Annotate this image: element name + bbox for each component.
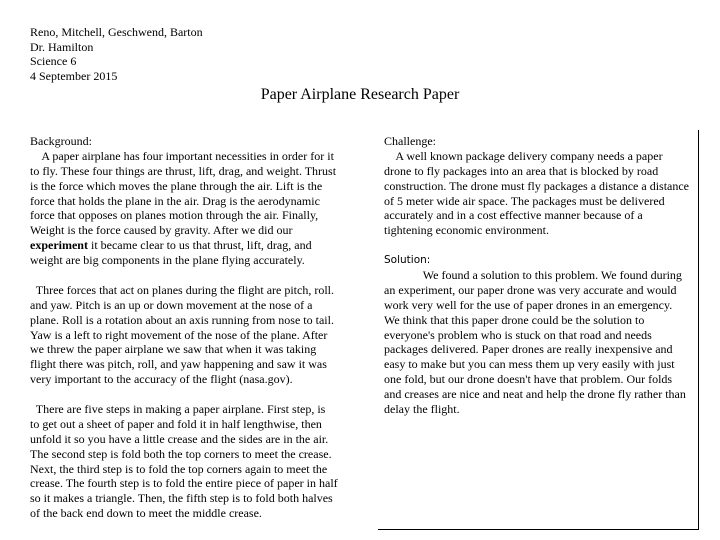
text-line: very important to the accuracy of the flight (nasa.gov). [30,372,293,387]
text-line: is the force which moves the plane through the air. Lift is the [30,178,323,193]
text-line: plane. Roll is a rotation about an axis running from nose to tail. [30,312,334,327]
text-line: flight there was pitch, roll, and yaw happening and saw it was [30,357,327,372]
text-line: we threw the paper airplane we saw that when it was taking [30,342,317,357]
text-line: and creases are nice and neat and help the drone fly rather than [384,387,686,402]
section-heading: Background: [30,134,92,148]
authors: Reno, Mitchell, Geschwend, Barton [30,25,203,39]
text-line: crease. The fourth step is to fold the entire piece of paper in half [30,476,338,491]
left-column [30,134,360,521]
text-line: to get out a sheet of paper and fold it in half lengthwise, then [30,416,322,431]
text-line: Yaw is a left to right movement of the nose of the plane. After [30,327,328,342]
text-line: everyone's problem who is stuck on that road and needs [384,327,652,342]
section-heading: Solution: [384,254,431,267]
right-column [384,134,704,417]
section-gap [30,268,360,283]
text-line: work very well for the use of paper drones in an emergency. [384,297,673,312]
text-line: Three forces that act on planes during the flight are pitch, roll. [30,282,335,297]
text-line: experiment it became clear to us that thrust, lift, drag, and [30,238,312,253]
text-line: We found a solution to this problem. We found during [384,268,682,283]
text-line: tightening economic environment. [384,223,549,238]
page-title: Paper Airplane Research Paper [260,86,460,103]
class-name: Science 6 [30,54,77,68]
text-line: so it makes a triangle. Then, the fifth step is to fold both halves [30,491,333,506]
text-line: one fold, but our drone doesn't have that problem. Our folds [384,372,673,387]
text-line: packages delivered. Paper drones are really inexpensive and [384,342,673,357]
text-line: drone to fly packages into an area that is blocked by road [384,163,659,178]
text-line: unfold it so you have a little crease and the sides are in the air. [30,431,329,446]
section-heading: Challenge: [384,134,436,148]
text-line: delay the flight. [384,402,460,417]
text-line: construction. The drone must fly packages a distance a distance [384,178,690,193]
text-line: A paper airplane has four important necessities in order for it [30,148,334,163]
teacher: Dr. Hamilton [30,39,94,54]
section-gap [384,238,704,253]
text-line: There are five steps in making a paper airplane. First step, is [30,402,326,417]
text-line: weight are big components in the plane flying accurately. [30,253,305,268]
document-header [30,25,203,83]
date: 4 September 2015 [30,68,118,83]
text-line: A well known package delivery company needs a paper [384,148,663,163]
text-line: We think that this paper drone could be the solution to [384,312,645,327]
text-line: force that holds the plane in the air. Drag is the aerodynamic [30,193,320,208]
text-line: accurately and in a cost effective manner because of a [384,208,643,223]
text-line: to fly. These four things are thrust, lift, drag, and weight. Thrust [30,163,337,178]
box-border-bottom [378,529,699,530]
text-line: The second step is fold both the top corners to meet the crease. [30,446,332,461]
text-line: and yaw. Pitch is an up or down movement at the nose of a [30,297,313,312]
text-line: Next, the third step is to fold the top corners again to meet the [30,461,328,476]
text-line: of the back end down to meet the middle crease. [30,506,262,521]
text-line: an experiment, our paper drone was very accurate and would [384,282,677,297]
text-line: force that opposes on planes motion through the air. Finally, [30,208,319,223]
section-gap [30,387,360,402]
text-line: Weight is the force caused by gravity. After we did our [30,223,293,238]
text-line: of 5 meter wide air space. The packages must be delivered [384,193,665,208]
bold-term: experiment [30,238,88,253]
box-border-right [698,130,699,530]
text-line: easy to make but you can mess them up very easily with just [384,357,675,372]
